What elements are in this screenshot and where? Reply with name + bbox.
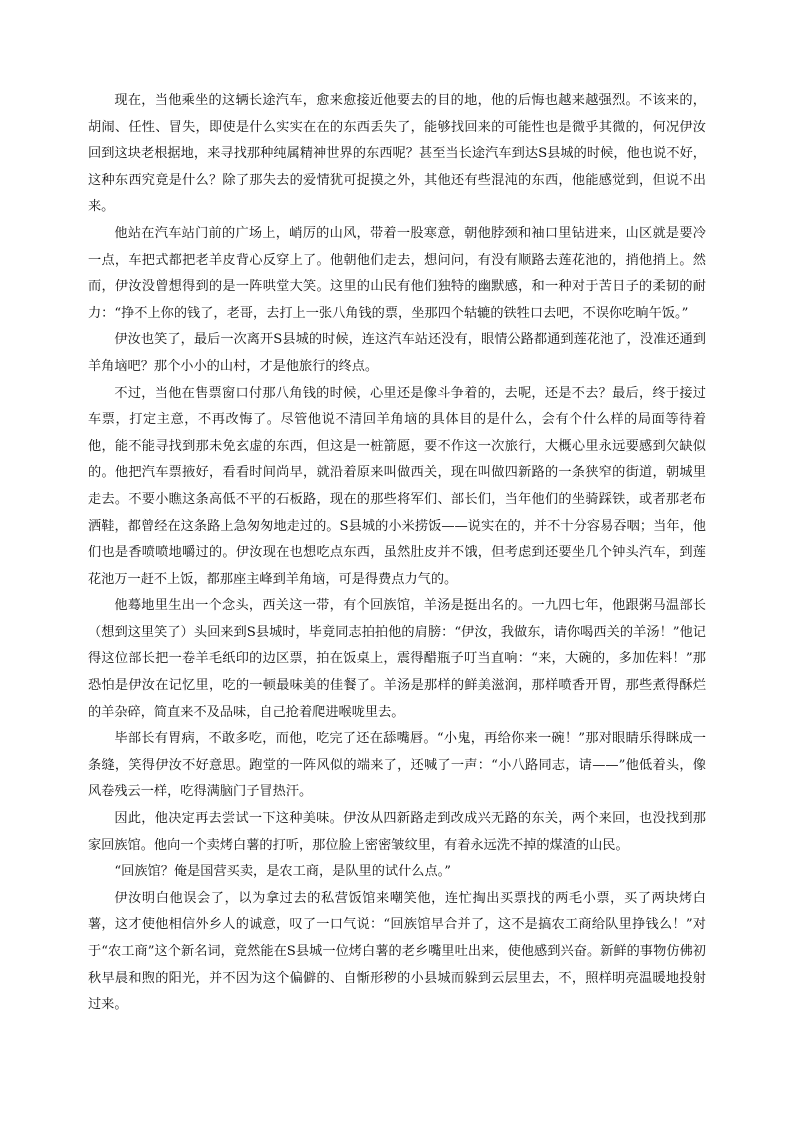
paragraph: 伊汝也笑了，最后一次离开S县城的时候，连这汽车站还没有，眼情公路都通到莲花池了，没准还通到羊角垴吧？那个小小的山村，才是他旅行的终点。 (88, 332, 706, 374)
paragraph: 现在，当他乘坐的这辆长途汽车，愈来愈接近他要去的目的地，他的后悔也越来越强烈。不该来的，胡闹、任性、冒失，即使是什么实实在在的东西丢失了，能够找回来的可能性也是微乎其微的，何况伊汝回到这块老根据地，来寻找那种纯属精神世界的东西呢？甚至当长途汽车到达S县城的时候，他也说不好，这种东西究竟是什么？除了那失去的爱情犹可捉摸之外，其他还有些混沌的东西，他能感觉到，但说不出来。 (88, 93, 706, 215)
paragraph: “回族馆？俺是国营买卖，是农工商，是队里的试什么点。” (114, 864, 451, 880)
paragraph: 毕部长有胃病，不敢多吃，而他，吃完了还在舔嘴唇。“小鬼，再给你来一碗！”那对眼睛乐得眯成一条缝，笑得伊汝不好意思。跑堂的一阵风似的端来了，还喊了一声：“小八路同志，请——”他低着头，像风卷残云一样，吃得满脑门子冒热汗。 (88, 731, 706, 800)
paragraph: 他蓦地里生出一个念头，西关这一带，有个回族馆，羊汤是挺出名的。一九四七年，他跟粥马温部长（想到这里笑了）头回来到S县城时，毕竟同志拍拍他的肩膀：“伊汝，我做东，请你喝西关的羊汤！”他记得这位部长把一卷羊毛纸印的边区票，拍在饭桌上，震得醋瓶子叮当直响：“来，大碗的，多加佐料！”那恐怕是伊汝在记忆里，吃的一顿最味美的佳餐了。羊汤是那样的鲜美滋润，那样喷香开胃，那些煮得酥烂的羊杂碎，简直来不及品味，自己抢着爬进喉咙里去。 (88, 598, 706, 720)
paragraph: 因此，他决定再去尝试一下这种美味。伊汝从四新路走到改成兴无路的东关，两个来回，也没找到那家回族馆。他向一个卖烤白薯的打听，那位脸上密密皱纹里，有着永远洗不掉的煤渣的山民。 (88, 811, 706, 853)
document-page (88, 88, 706, 1019)
paragraph: 不过，当他在售票窗口付那八角钱的时候，心里还是像斗争着的，去呢，还是不去？最后，终于接过车票，打定主意，不再改悔了。尽管他说不清回羊角垴的具体目的是什么，会有个什么样的局面等待着他，能不能寻找到那未免玄虚的东西，但这是一桩箭愿，要不作这一次旅行，大概心里永远要感到欠缺似的。他把汽车票掖好，看看时间尚早，就沿着原来叫做西关，现在叫做四新路的一条狭窄的街道，朝城里走去。不要小瞧这条高低不平的石板路，现在的那些将军们、部长们，当年他们的坐骑踩铁，或者那老布洒鞋，都曾经在这条路上急匆匆地走过的。S县城的小米捞饭——说实在的，并不十分容易吞咽；当年，他们也是香喷喷地嚼过的。伊汝现在也想吃点东西，虽然肚皮并不饿，但考虑到还要坐几个钟头汽车，到莲花池万一赶不上饭，都那座主峰到羊角垴，可是得费点力气的。 (88, 385, 706, 587)
paragraph: 伊汝明白他误会了，以为拿过去的私营饭馆来嘲笑他，连忙掏出买票找的两毛小票，买了两块烤白薯，这才使他相信外乡人的诚意，叹了一口气说：“回族馆早合并了，这不是搞农工商给队里挣钱么！”对于“农工商”这个新名词，竟然能在S县城一位烤白薯的老乡嘴里吐出来，使他感到兴奋。新鲜的事物仿佛初秋早晨和煦的阳光，并不因为这个偏僻的、自惭形秽的小县城而躲到云层里去，不，照样明亮温暖地投射过来。 (88, 890, 706, 1013)
paragraph: 他站在汽车站门前的广场上，峭厉的山风，带着一股寒意，朝他脖颈和袖口里钻进来，山区就是要冷一点，车把式都把老羊皮背心反穿上了。他朝他们走去，想问问，有没有顺路去莲花池的，捎他捎上。然而，伊汝没曾想得到的是一阵哄堂大笑。这里的山民有他们独特的幽默感，和一种对于苦日子的柔韧的耐力：“挣不上你的钱了，老哥，去打上一张八角钱的票，坐那四个轱辘的铁牲口去吧，不误你吃晌午饭。” (88, 225, 706, 321)
